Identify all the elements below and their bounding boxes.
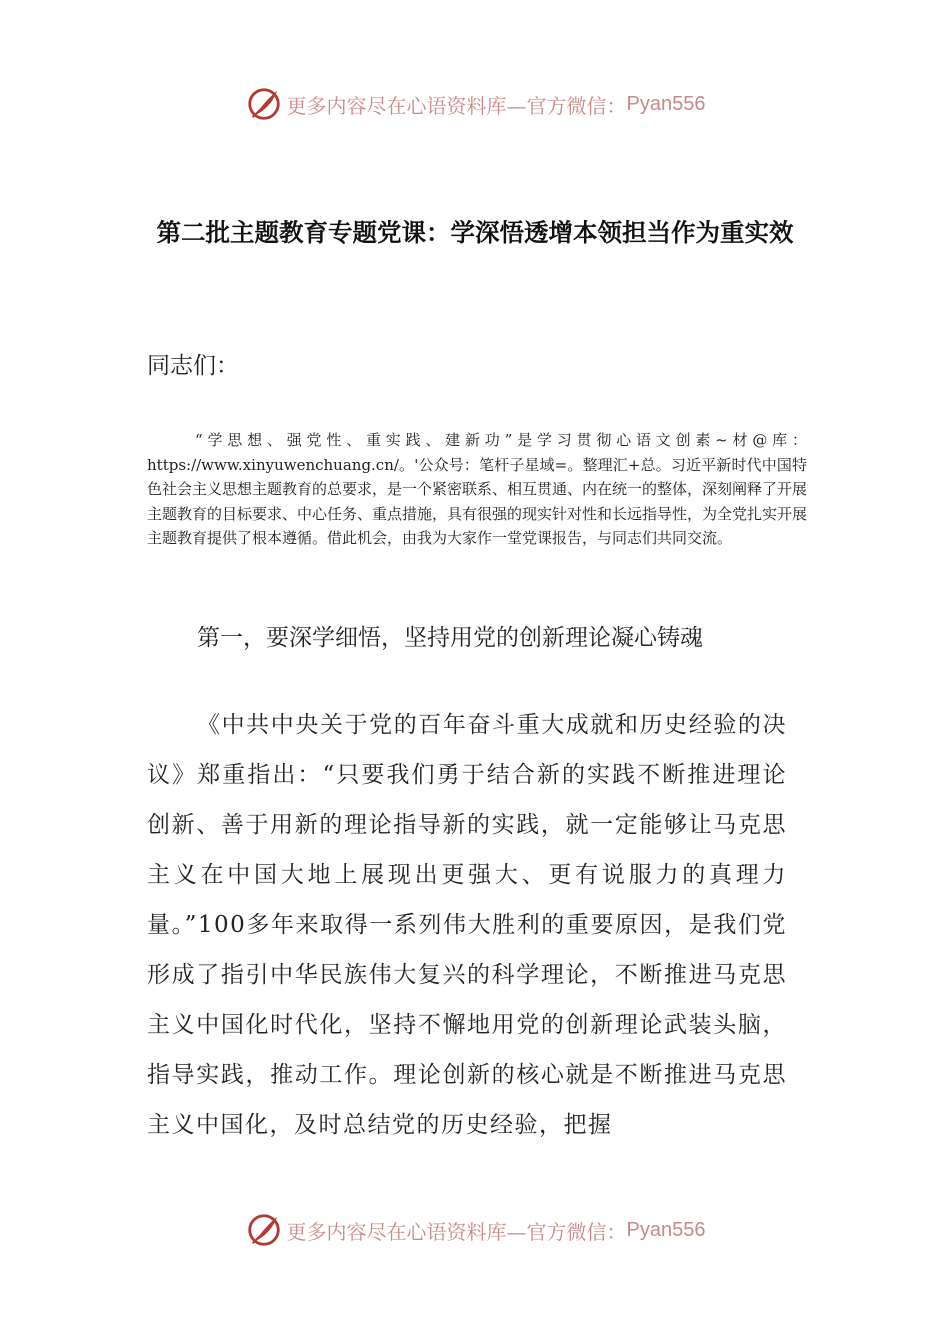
document-title: 第二批主题教育专题党课：学深悟透增本领担当作为重实效 [156, 218, 794, 247]
banner-wechat-id: Pyan556 [626, 1218, 706, 1241]
banner-text: 更多内容尽在心语资料库—官方微信： [286, 1219, 627, 1244]
body-paragraph: 《中共中央关于党的百年奋斗重大成就和历史经验的决议》郑重指出：“只要我们勇于结合新的实践不断推进理论创新、善于用新的理论指导新的实践，就一定能够让马克思主义在中国大地上展现出更强大、更有说服力的真理力量。”100多年来取得一系列伟大胜利的重要原因，是我们党形成了指引中华民族伟大复兴的科学理论，不断推进马克思主义中国化时代化，坚持不懈地用党的创新理论武装头脑，指导实践，推动工作。理论创新的核心就是不断推进马克思主义中国化，及时总结党的历史经验，把握 [147, 712, 787, 1138]
quill-logo-icon [245, 85, 283, 123]
intro-paragraph: “学思想、强党性、重实践、建新功”是学习贯彻心语文创素~材@库：https://www.xinyuwenchuang.cn/。'公众号：笔杆子星域=。整理汇+总。习近平新时代中国特色社会主义思想主题教育的总要求，是一个紧密联系、相互贯通、内在统一的整体，深刻阐释了开展主题教育的目标要求、中心任务、重点措施，具有很强的现实针对性和长远指导性，为全党扎实开展主题教育提供了根本遵循。借此机会，由我为大家作一堂党课报告，与同志们共同交流。 [147, 431, 808, 547]
greeting: 同志们： [147, 353, 239, 379]
banner-wechat-id: Pyan556 [626, 92, 706, 115]
section-heading: 第一，要深学细悟，坚持用党的创新理论凝心铸魂 [197, 625, 703, 651]
quill-logo-icon [245, 1211, 283, 1249]
header-banner [0, 84, 950, 124]
banner-text: 更多内容尽在心语资料库—官方微信： [286, 93, 627, 118]
footer-banner [0, 1210, 950, 1250]
